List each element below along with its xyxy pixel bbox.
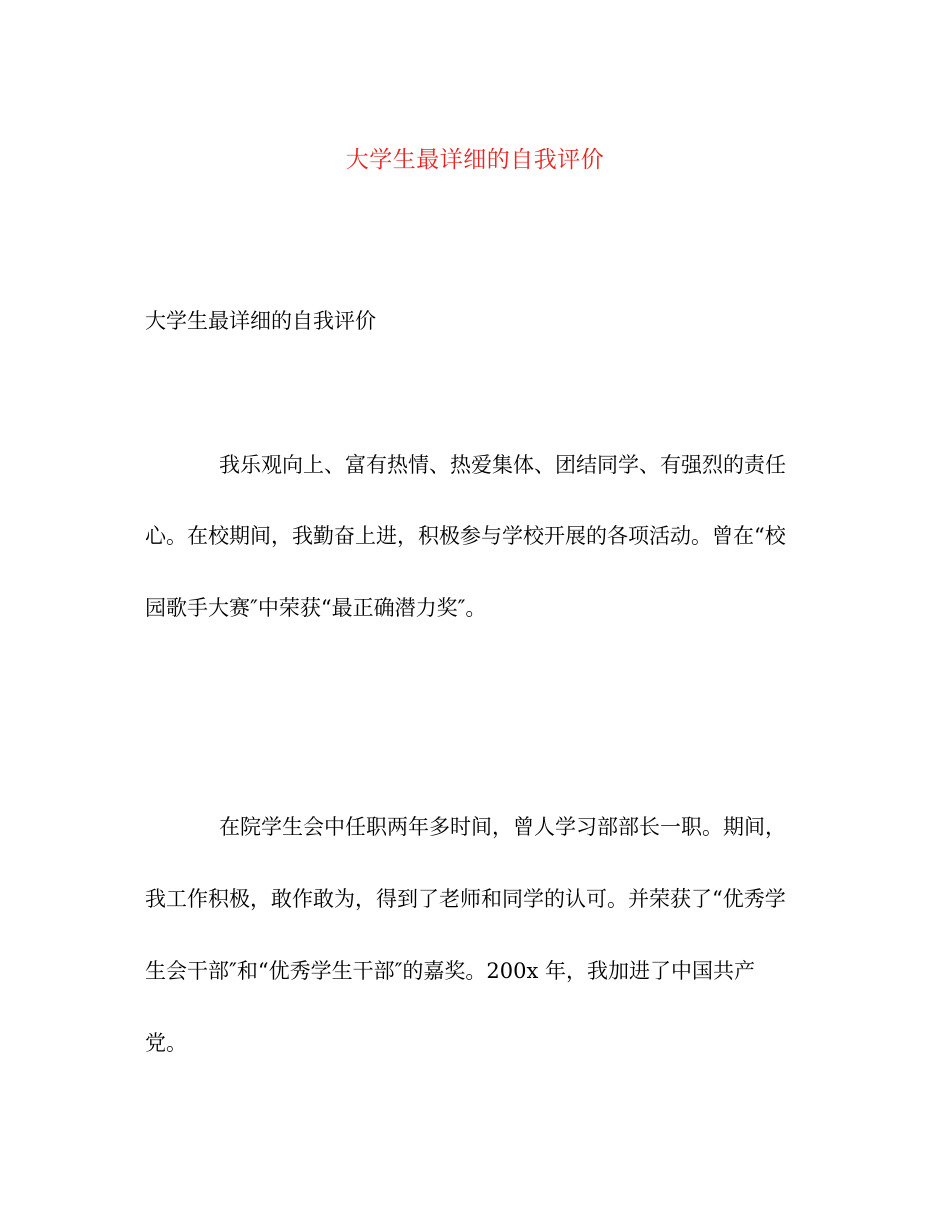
paragraph-line: 我工作积极，敢作敢为，得到了老师和同学的认可。并荣获了“优秀学 (145, 887, 786, 911)
paragraph-line: 园歌手大赛″中荣获“最正确潜力奖″。 (145, 596, 487, 620)
paragraph-line: 党。 (145, 1031, 187, 1055)
paragraph-line: 在院学生会中任职两年多时间，曾人学习部部长一职。期间， (219, 815, 786, 839)
document-subtitle: 大学生最详细的自我评价 (145, 309, 376, 333)
document-title: 大学生最详细的自我评价 (345, 147, 605, 173)
paragraph-line: 我乐观向上、富有热情、热爱集体、团结同学、有强烈的责任 (219, 453, 786, 477)
paragraph-line: 心。在校期间，我勤奋上进，积极参与学校开展的各项活动。曾在“校 (145, 524, 786, 548)
paragraph-line: 生会干部″和“优秀学生干部″的嘉奖。200x 年，我加进了中国共产 (145, 959, 756, 983)
